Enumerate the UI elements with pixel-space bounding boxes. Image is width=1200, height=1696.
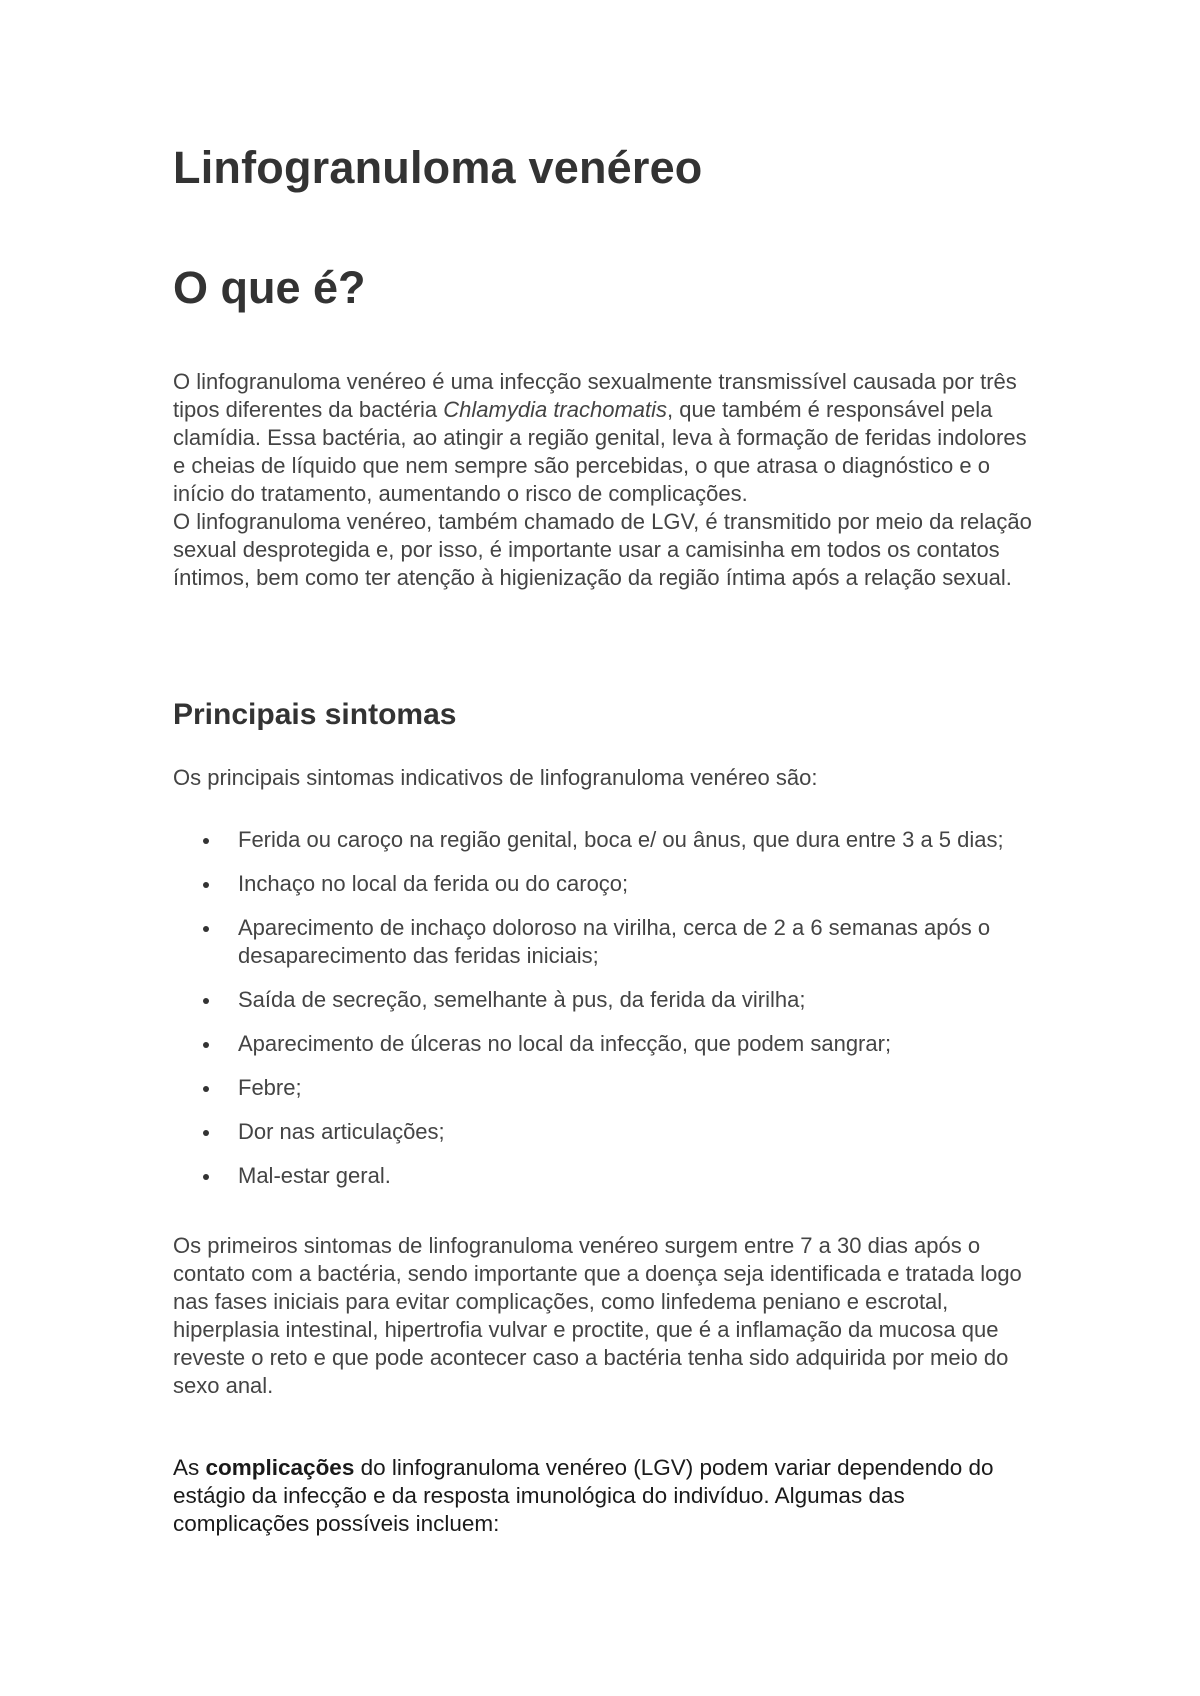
section-heading-what-is: O que é? (173, 262, 366, 313)
bullet-icon (203, 1130, 209, 1136)
symptoms-followup-paragraph: Os primeiros sintomas de linfogranuloma venéreo surgem entre 7 a 30 dias após o contato com a bactéria, sendo importante que a doença seja identificada e tratada logo nas fases iniciais para evitar complicações, como linfedema peniano e escrotal, hiperplasia intestinal, hipertrofia vulvar e proctite, que é a inflamação da mucosa que reveste o reto e que pode acontecer caso a bactéria tenha sido adquirida por meio do sexo anal. (173, 1233, 1022, 1398)
symptoms-lead: Os principais sintomas indicativos de linfogranuloma venéreo são: (173, 765, 818, 790)
intro-text (173, 368, 1033, 592)
bullet-icon (203, 998, 209, 1004)
symptom-list (173, 826, 1053, 1206)
page-title: Linfogranuloma venéreo (173, 142, 703, 193)
section-heading-symptoms: Principais sintomas (173, 698, 457, 731)
bullet-icon (203, 1086, 209, 1092)
list-item: Ferida ou caroço na região genital, boca e/ ou ânus, que dura entre 3 a 5 dias; (173, 826, 1028, 854)
intro-paragraph-2: O linfogranuloma venéreo, também chamado de LGV, é transmitido por meio da relação sexual desprotegida e, por isso, é importante usar a camisinha em todos os contatos íntimos, bem como ter atenção à higienização da região íntima após a relação sexual. (173, 509, 1032, 590)
list-item: Inchaço no local da ferida ou do caroço; (173, 870, 1028, 898)
complications-paragraph: As complicações do linfogranuloma venéreo (LGV) podem variar dependendo do estágio da infecção e da resposta imunológica do indivíduo. Algumas das complicações possíveis incluem: (173, 1455, 994, 1536)
intro-paragraph-1: O linfogranuloma venéreo é uma infecção sexualmente transmissível causada por três tipos diferentes da bactéria Chlamydia trachomatis, que também é responsável pela clamídia. Essa bactéria, ao atingir a região genital, leva à formação de feridas indolores e cheias de líquido que nem sempre são percebidas, o que atrasa o diagnóstico e o início do tratamento, aumentando o risco de complicações. (173, 369, 1027, 506)
complications-keyword: complicações (205, 1455, 355, 1480)
list-item: Dor nas articulações; (173, 1118, 1028, 1146)
species-name: Chlamydia trachomatis (443, 397, 668, 422)
bullet-icon (203, 1042, 209, 1048)
list-item: Aparecimento de inchaço doloroso na virilha, cerca de 2 a 6 semanas após o desaparecimento das feridas iniciais; (173, 914, 1028, 970)
bullet-icon (203, 838, 209, 844)
bullet-icon (203, 882, 209, 888)
list-item: Aparecimento de úlceras no local da infecção, que podem sangrar; (173, 1030, 1028, 1058)
list-item: Saída de secreção, semelhante à pus, da ferida da virilha; (173, 986, 1028, 1014)
bullet-icon (203, 926, 209, 932)
list-item: Mal-estar geral. (173, 1162, 1028, 1190)
list-item: Febre; (173, 1074, 1028, 1102)
bullet-icon (203, 1174, 209, 1180)
